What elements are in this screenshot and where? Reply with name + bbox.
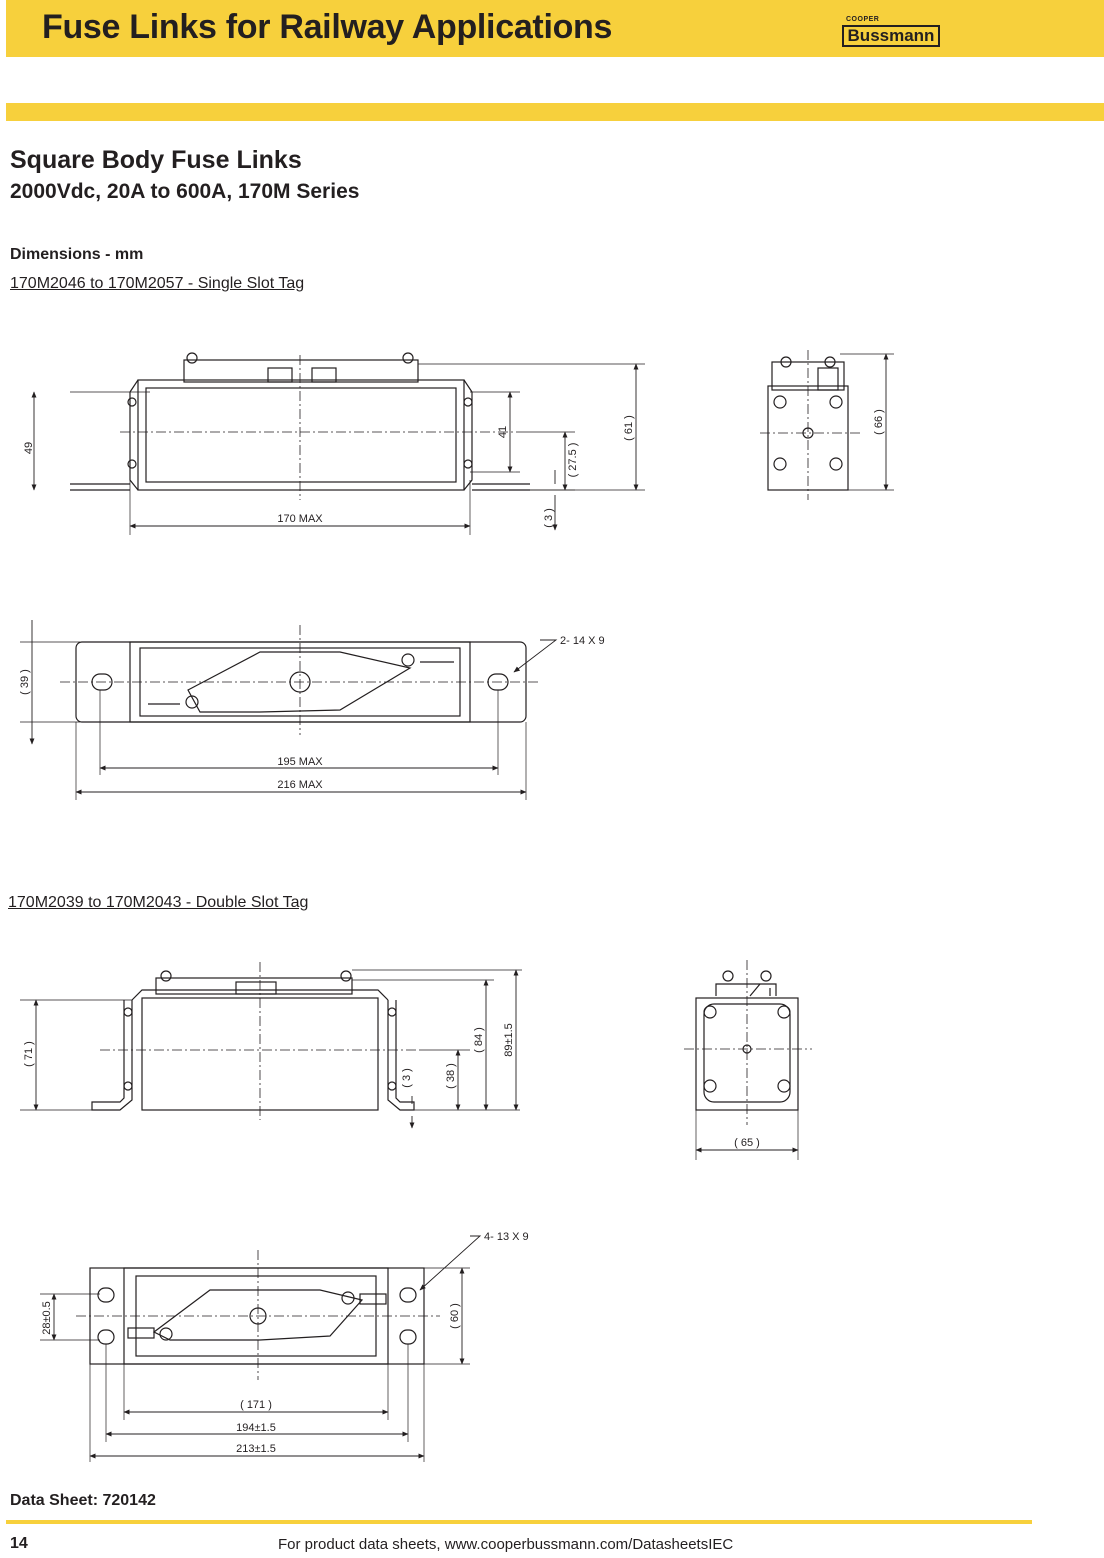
- dim-28: 28±0.5: [41, 1301, 53, 1335]
- drawing-2-end-view: [684, 960, 812, 1160]
- dim-3: ( 3 ): [543, 508, 555, 528]
- section-title: Square Body Fuse Links: [10, 146, 302, 174]
- logo-cooper-text: COOPER: [846, 16, 880, 23]
- dim-171: ( 171 ): [240, 1399, 272, 1411]
- bottom-divider: [6, 1520, 1032, 1524]
- dim-41: 41: [497, 425, 509, 439]
- footer-text: For product data sheets, www.cooperbussmann.com/DatasheetsIEC: [278, 1536, 734, 1553]
- dim-61: ( 61 ): [623, 415, 635, 441]
- dimensions-label: Dimensions - mm: [10, 246, 144, 263]
- drawing-2-side-view: [20, 962, 522, 1128]
- section-subtitle: 2000Vdc, 20A to 600A, 170M Series: [10, 180, 360, 203]
- dim-84: ( 84 ): [473, 1027, 485, 1053]
- drawing-1-side-view: [34, 353, 645, 535]
- dim-170-max: 170 MAX: [277, 513, 323, 525]
- dim-27-5: ( 27.5 ): [567, 442, 579, 478]
- drawing-1-top-view: [20, 620, 556, 800]
- dim-65: ( 65 ): [734, 1137, 760, 1149]
- page-title: Fuse Links for Railway Applications: [42, 8, 613, 46]
- dim-hole-single: 2- 14 X 9: [560, 635, 605, 647]
- datasheet-number: Data Sheet: 720142: [10, 1492, 156, 1509]
- dim-39: ( 39 ): [19, 669, 31, 695]
- dim-hole-double: 4- 13 X 9: [484, 1231, 529, 1243]
- dim-66: ( 66 ): [873, 409, 885, 435]
- dim-194: 194±1.5: [236, 1422, 276, 1434]
- dim-38: ( 38 ): [445, 1063, 457, 1089]
- page-number: 14: [10, 1535, 28, 1552]
- variant-title-single-slot: 170M2046 to 170M2057 - Single Slot Tag: [10, 275, 305, 292]
- variant-title-double-slot: 170M2039 to 170M2043 - Double Slot Tag: [8, 894, 309, 911]
- dim-213: 213±1.5: [236, 1443, 276, 1455]
- dim-216-max: 216 MAX: [277, 779, 323, 791]
- dim-89: 89±1.5: [503, 1023, 515, 1057]
- dim-71: ( 71 ): [23, 1041, 35, 1067]
- logo-brand-text: Bussmann: [842, 25, 940, 47]
- dim-60: ( 60 ): [449, 1303, 461, 1329]
- dim-3-b: ( 3 ): [401, 1068, 413, 1088]
- dim-195-max: 195 MAX: [277, 756, 323, 768]
- dim-49: 49: [23, 441, 35, 455]
